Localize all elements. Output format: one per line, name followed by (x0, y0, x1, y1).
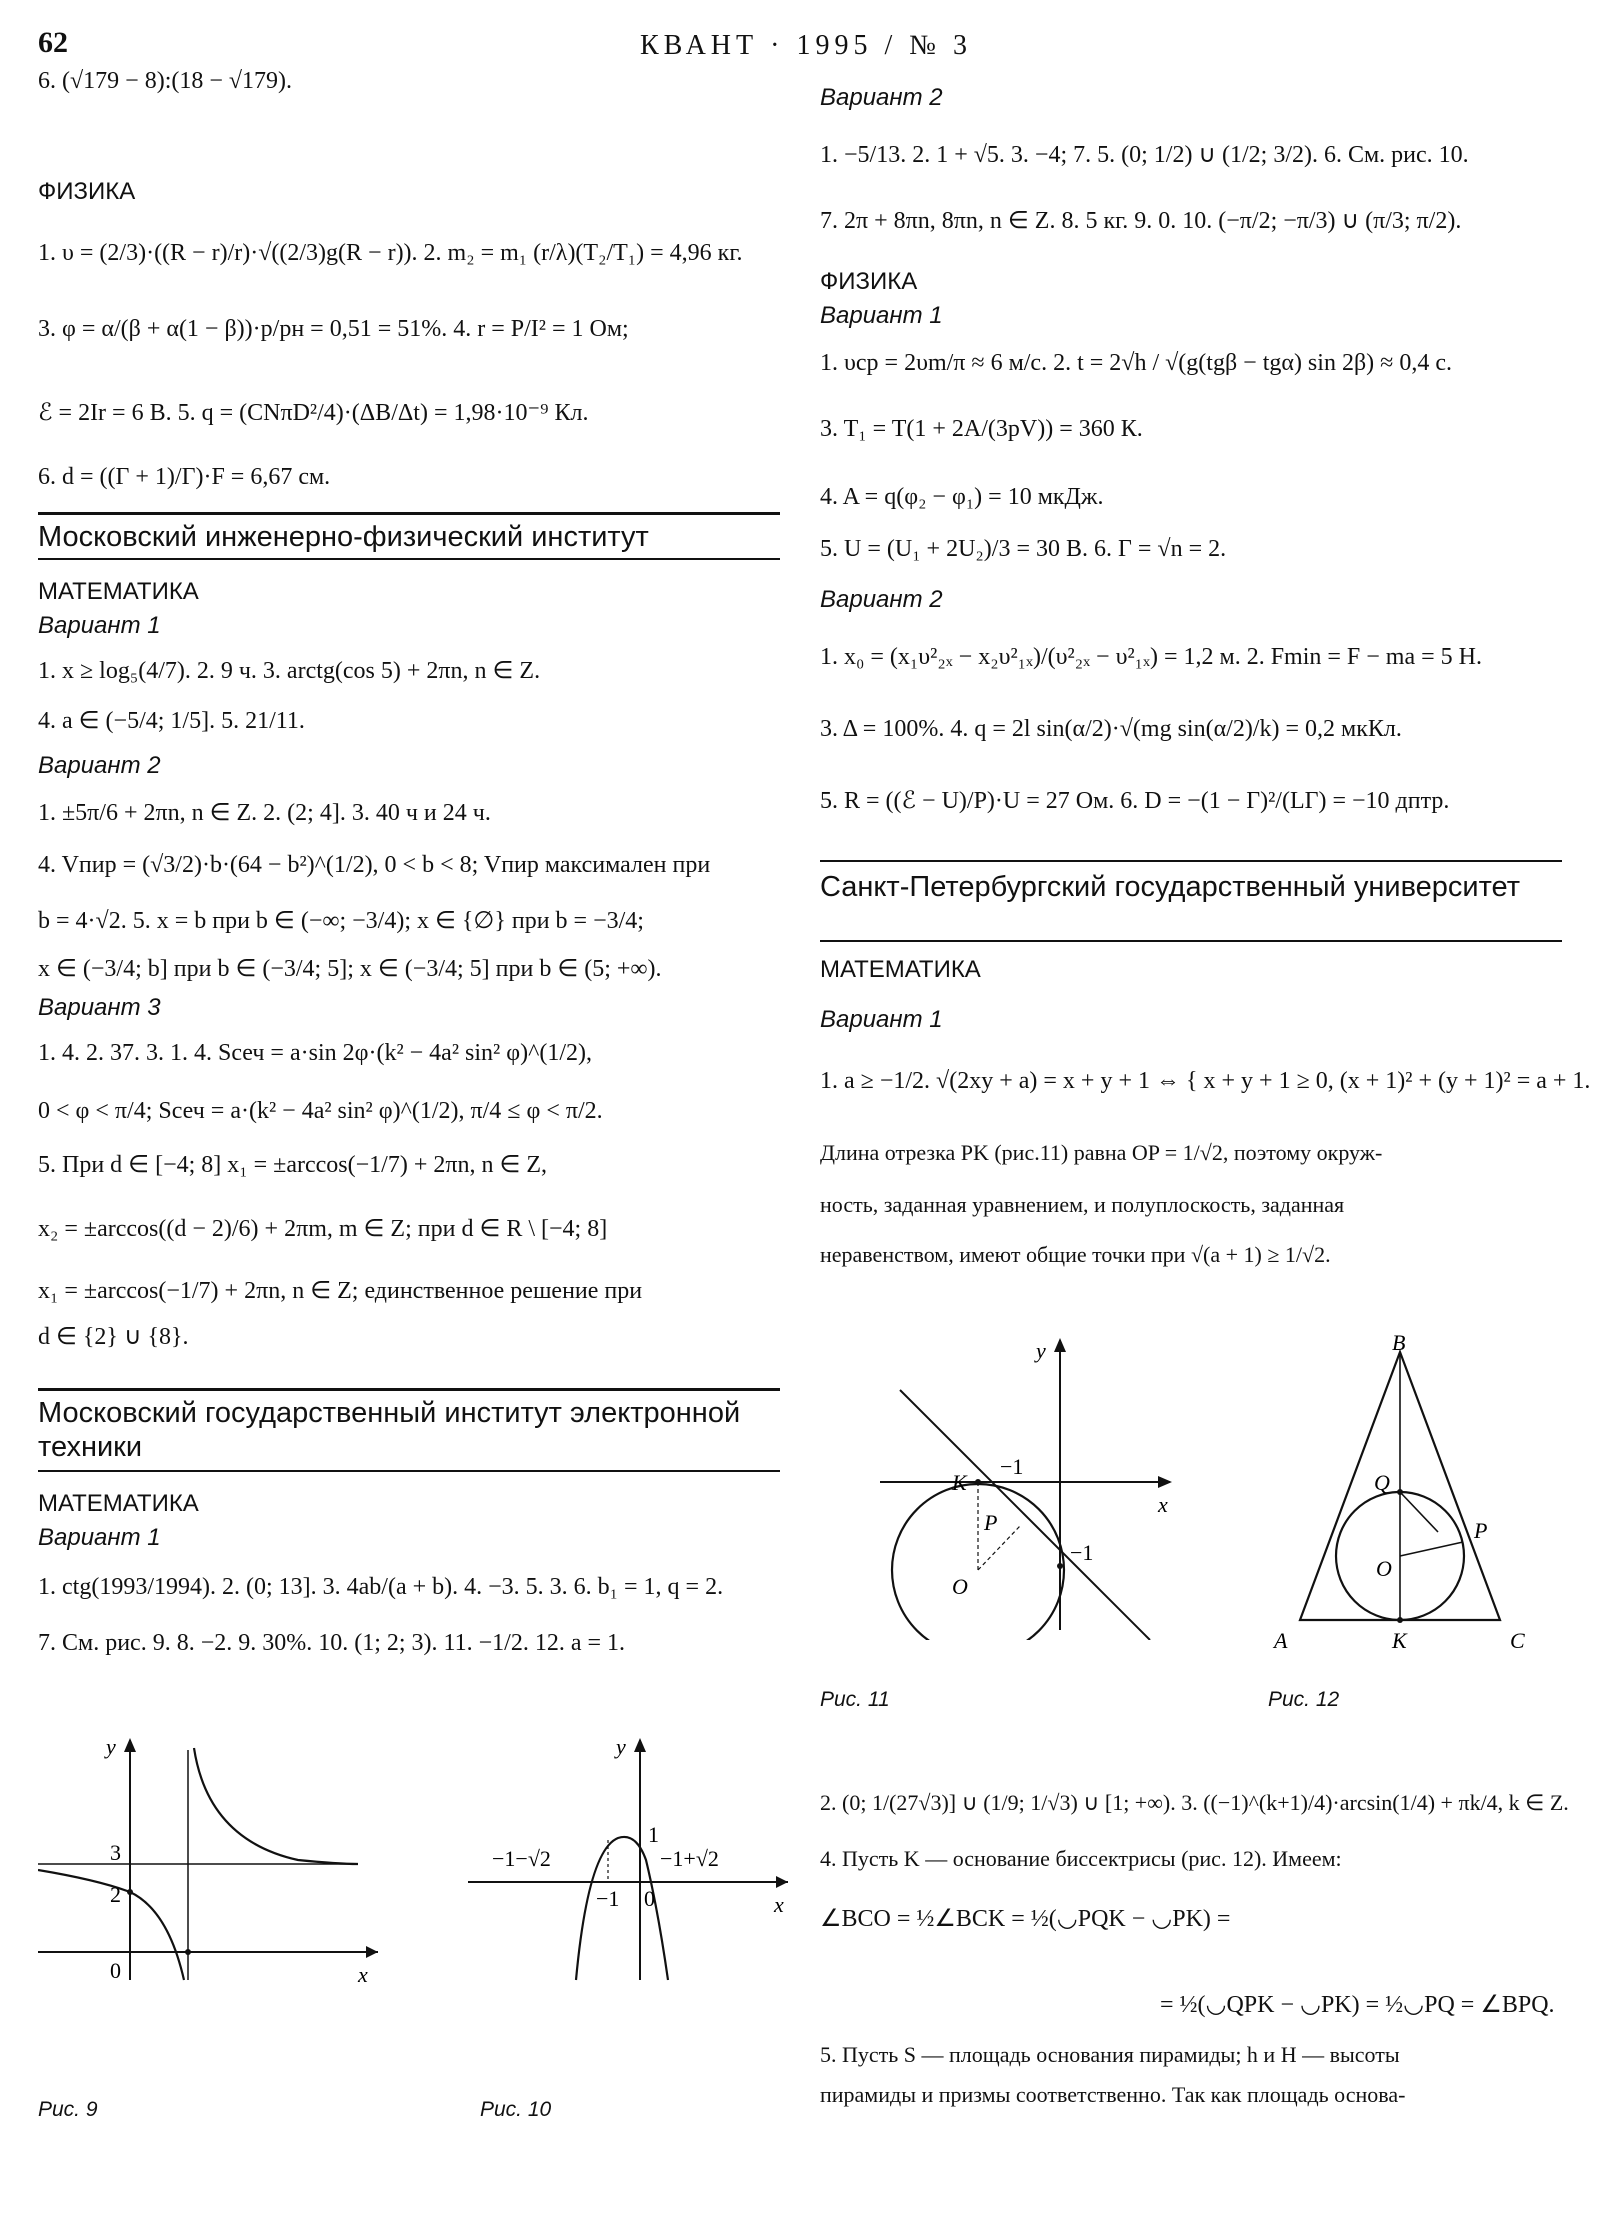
answer-line: d ∈ {2} ∪ {8}. (38, 1324, 189, 1350)
figure-10-graph (468, 1730, 798, 1990)
answer-line: 2. (0; 1/(27√3)] ∪ (1/9; 1/√3) ∪ [1; +∞). 3. ((−1)^(k+1)/4)·arcsin(1/4) + πk/4, k ∈ Z. (820, 1790, 1569, 1815)
axis-label-x: x (774, 1892, 784, 1917)
answer-line: 4. A = q(φ₂ − φ₁) = 10 мкДж. (820, 484, 1104, 510)
answer-line: неравенством, имеют общие точки при √(a + 1) ≥ 1/√2. (820, 1242, 1331, 1267)
tick-label: −1 (596, 1886, 620, 1911)
answer-line: 5. Пусть S — площадь основания пирамиды; h и H — высоты (820, 2042, 1400, 2067)
point-label: O (952, 1574, 968, 1599)
variant-label: Вариант 1 (820, 302, 943, 329)
subject-heading: МАТЕМАТИКА (820, 956, 981, 983)
answer-line: ∠BCO = ½∠BCK = ½(◡PQK − ◡PK) = (820, 1906, 1231, 1932)
answer-line: x ∈ (−3/4; b] при b ∈ (−3/4; 5]; x ∈ (−3/4; 5] при b ∈ (5; +∞). (38, 956, 662, 982)
page-number: 62 (38, 26, 68, 59)
answer-line: 4. Vпир = (√3/2)·b·(64 − b²)^(1/2), 0 < b < 8; Vпир максимален при (38, 852, 711, 878)
point-label: Q (1374, 1470, 1390, 1495)
answer-line: 1. x₀ = (x₁υ²₂ₓ − x₂υ²₁ₓ)/(υ²₂ₓ − υ²₁ₓ) = 1,2 м. 2. Fmin = F − ma = 5 Н. (820, 644, 1482, 670)
tick-label: −1 (1070, 1540, 1094, 1565)
point-label: P (1474, 1518, 1488, 1543)
point-label: C (1510, 1628, 1525, 1653)
answer-line: x₂ = ±arccos((d − 2)/6) + 2πm, m ∈ Z; при d ∈ R \ [−4; 8] (38, 1216, 608, 1242)
answer-line: 5. При d ∈ [−4; 8] x₁ = ±arccos(−1/7) + 2πn, n ∈ Z, (38, 1152, 548, 1178)
answer-line: 5. U = (U₁ + 2U₂)/3 = 30 В. 6. Γ = √n = 2. (820, 536, 1227, 562)
section-rule (38, 558, 780, 560)
answer-line: 4. a ∈ (−5/4; 1/5]. 5. 21/11. (38, 708, 305, 734)
institute-title: Московский государственный институт электронной техники (38, 1397, 741, 1463)
tick-label: 3 (110, 1840, 121, 1865)
axis-label-y: y (106, 1734, 116, 1759)
answer-line: 5. R = ((ℰ − U)/P)·U = 27 Ом. 6. D = −(1 − Γ)²/(LΓ) = −10 дптр. (820, 788, 1450, 814)
section-rule (38, 512, 780, 515)
answer-line: 1. 4. 2. 37. 3. 1. 4. Sсеч = a·sin 2φ·(k² − 4a² sin² φ)^(1/2), (38, 1040, 592, 1066)
figure-11-diagram (840, 1330, 1180, 1640)
answer-line: 3. Δ = 100%. 4. q = 2l sin(α/2)·√(mg sin(α/2)/k) = 0,2 мкКл. (820, 716, 1402, 742)
figure-12-diagram (1260, 1330, 1540, 1660)
variant-label: Вариант 3 (38, 994, 161, 1021)
figure-caption: Рис. 12 (1268, 1688, 1340, 1711)
section-heading-physics: ФИЗИКА (38, 178, 136, 205)
answer-line: 7. 2π + 8πn, 8πn, n ∈ Z. 8. 5 кг. 9. 0. 10. (−π/2; −π/3) ∪ (π/3; π/2). (820, 208, 1462, 234)
figure-caption: Рис. 11 (820, 1688, 890, 1711)
answer-line: 1. a ≥ −1/2. √(2xy + a) = x + y + 1 ⇔ { x + y + 1 ≥ 0, (x + 1)² + (y + 1)² = a + 1. (820, 1068, 1591, 1094)
root-label: −1+√2 (660, 1846, 719, 1871)
journal-header: КВАНТ · 1995 / № 3 (640, 30, 972, 61)
answer-line: x₁ = ±arccos(−1/7) + 2πn, n ∈ Z; единственное решение при (38, 1278, 643, 1304)
answer-line: 3. T₁ = T(1 + 2A/(3pV)) = 360 К. (820, 416, 1143, 442)
answer-line: 4. Пусть K — основание биссектрисы (рис. 12). Имеем: (820, 1846, 1342, 1871)
answer-line: 1. ctg(1993/1994). 2. (0; 13]. 3. 4ab/(a + b). 4. −3. 5. 3. 6. b₁ = 1, q = 2. (38, 1574, 724, 1600)
answer-line: 1. −5/13. 2. 1 + √5. 3. −4; 7. 5. (0; 1/2) ∪ (1/2; 3/2). 6. См. рис. 10. (820, 142, 1469, 168)
section-heading-physics: ФИЗИКА (820, 268, 918, 295)
variant-label: Вариант 1 (38, 612, 161, 639)
answer-line: 1. υ = (2/3)·((R − r)/r)·√((2/3)g(R − r)). 2. m₂ = m₁ (r/λ)(T₂/T₁) = 4,96 кг. (38, 240, 743, 266)
section-rule (820, 940, 1562, 942)
variant-label: Вариант 2 (38, 752, 161, 779)
subject-heading: МАТЕМАТИКА (38, 578, 199, 605)
answer-line: 1. ±5π/6 + 2πn, n ∈ Z. 2. (2; 4]. 3. 40 ч и 24 ч. (38, 800, 491, 826)
root-label: −1−√2 (492, 1846, 551, 1871)
axis-label-y: y (1036, 1338, 1046, 1363)
axis-label-y: y (616, 1734, 626, 1759)
variant-label: Вариант 2 (820, 586, 943, 613)
answer-line: ность, заданная уравнением, и полуплоскость, заданная (820, 1192, 1345, 1217)
point-label: K (1392, 1628, 1407, 1653)
axis-label-x: x (1158, 1492, 1168, 1517)
point-label: K (952, 1470, 967, 1495)
answer-line: ℰ = 2Ir = 6 В. 5. q = (CNπD²/4)·(ΔB/Δt) = 1,98·10⁻⁹ Кл. (38, 400, 589, 426)
point-label: B (1392, 1330, 1406, 1355)
answer-line: 7. См. рис. 9. 8. −2. 9. 30%. 10. (1; 2; 3). 11. −1/2. 12. a = 1. (38, 1630, 626, 1656)
point-label: O (1376, 1556, 1392, 1581)
figure-9-graph (38, 1730, 398, 1990)
point-label: A (1274, 1628, 1288, 1653)
figure-caption: Рис. 9 (38, 2098, 98, 2121)
answer-line: 0 < φ < π/4; Sсеч = a·(k² − 4a² sin² φ)^(1/2), π/4 ≤ φ < π/2. (38, 1098, 603, 1124)
answer-line: 3. φ = α/(β + α(1 − β))·p/pн = 0,51 = 51%. 4. r = P/I² = 1 Ом; (38, 316, 629, 342)
figure-caption: Рис. 10 (480, 2098, 552, 2121)
answer-line: 1. x ≥ log₅(4/7). 2. 9 ч. 3. arctg(cos 5) + 2πn, n ∈ Z. (38, 658, 541, 684)
institute-title: Московский инженерно-физический институт (38, 521, 649, 553)
section-rule (38, 1388, 780, 1391)
institute-title: Санкт-Петербургский государственный университет (820, 871, 1521, 903)
section-rule (820, 860, 1562, 862)
tick-label: −1 (1000, 1454, 1024, 1479)
axis-label-x: x (358, 1962, 368, 1987)
answer-line: b = 4·√2. 5. x = b при b ∈ (−∞; −3/4); x ∈ {∅} при b = −3/4; (38, 908, 644, 934)
tick-label: 1 (648, 1822, 659, 1847)
answer-line: 6. d = ((Γ + 1)/Γ)·F = 6,67 см. (38, 464, 331, 490)
tick-label: 0 (110, 1958, 121, 1983)
point-label: P (984, 1510, 998, 1535)
variant-label: Вариант 1 (820, 1006, 943, 1033)
answer-line: = ½(◡QPK − ◡PK) = ½◡PQ = ∠BPQ. (1160, 1992, 1555, 2018)
section-rule (38, 1470, 780, 1472)
answer-line: 1. υср = 2υm/π ≈ 6 м/с. 2. t = 2√h / √(g(tgβ − tgα) sin 2β) ≈ 0,4 с. (820, 350, 1452, 376)
tick-label: 2 (110, 1882, 121, 1907)
subject-heading: МАТЕМАТИКА (38, 1490, 199, 1517)
variant-label: Вариант 2 (820, 84, 943, 111)
answer-line: Длина отрезка PK (рис.11) равна OP = 1/√2, поэтому окруж- (820, 1140, 1383, 1165)
variant-label: Вариант 1 (38, 1524, 161, 1551)
answer-line: пирамиды и призмы соответственно. Так как площадь основа- (820, 2082, 1406, 2107)
tick-label: 0 (644, 1886, 655, 1911)
answer-line: 6. (√179 − 8):(18 − √179). (38, 68, 293, 94)
